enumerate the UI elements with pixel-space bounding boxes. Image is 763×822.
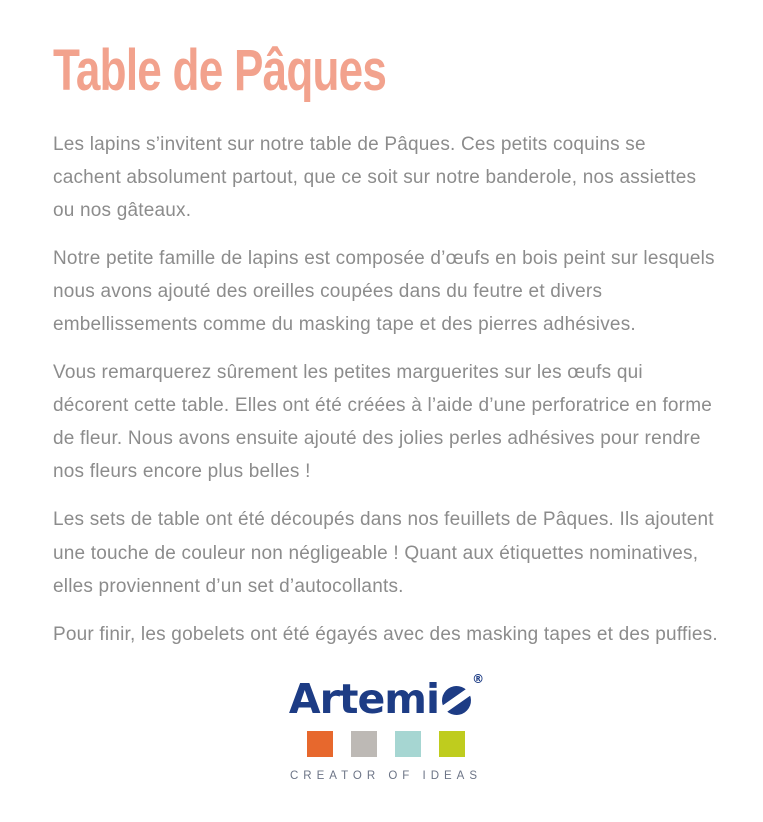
logo-square-teal [395, 731, 421, 757]
brand-tagline: CREATOR OF IDEAS [289, 769, 483, 782]
logo-color-squares [53, 731, 719, 757]
paragraph-intro: Les lapins s’invitent sur notre table de Pâques. Ces petits coquins se cachent absolument partout, que ce soit sur notre banderole, nos assiettes ou nos gâteaux. [53, 134, 697, 222]
slashed-o-icon [440, 683, 474, 717]
logo-square-green [439, 731, 465, 757]
paragraph-gobelets: Pour finir, les gobelets ont été égayés avec des masking tapes et des puffies. [53, 623, 718, 645]
logo-square-gray [351, 731, 377, 757]
registered-trademark-mark: ® [472, 671, 485, 686]
page-title: Table de Pâques [53, 38, 387, 103]
paragraph-marguerites: Vous remarquerez sûrement les petites marguerites sur les œufs qui décorent cette table. Elles ont été créées à l’aide d’une perforatrice en forme de fleur. Nous avons ensuite ajouté des jolies perles adhésives pour rendre nos fleurs encore plus belles ! [53, 362, 713, 483]
brand-wordmark-text: Artemi [288, 674, 440, 723]
paragraph-sets-de-table: Les sets de table ont été découpés dans nos feuillets de Pâques. Ils ajoutent une touche de couleur non négligeable ! Quant aux étiquettes nominatives, elles proviennent d’un set d’autocollants. [53, 509, 714, 597]
brand-logo [53, 671, 719, 782]
paragraph-lapins: Notre petite famille de lapins est composée d’œufs en bois peint sur lesquels nous avons ajouté des oreilles coupées dans du feutre et divers embellissements comme du masking tape et des pierres adhésives. [53, 248, 715, 336]
brand-wordmark [288, 671, 485, 723]
logo-square-orange [307, 731, 333, 757]
